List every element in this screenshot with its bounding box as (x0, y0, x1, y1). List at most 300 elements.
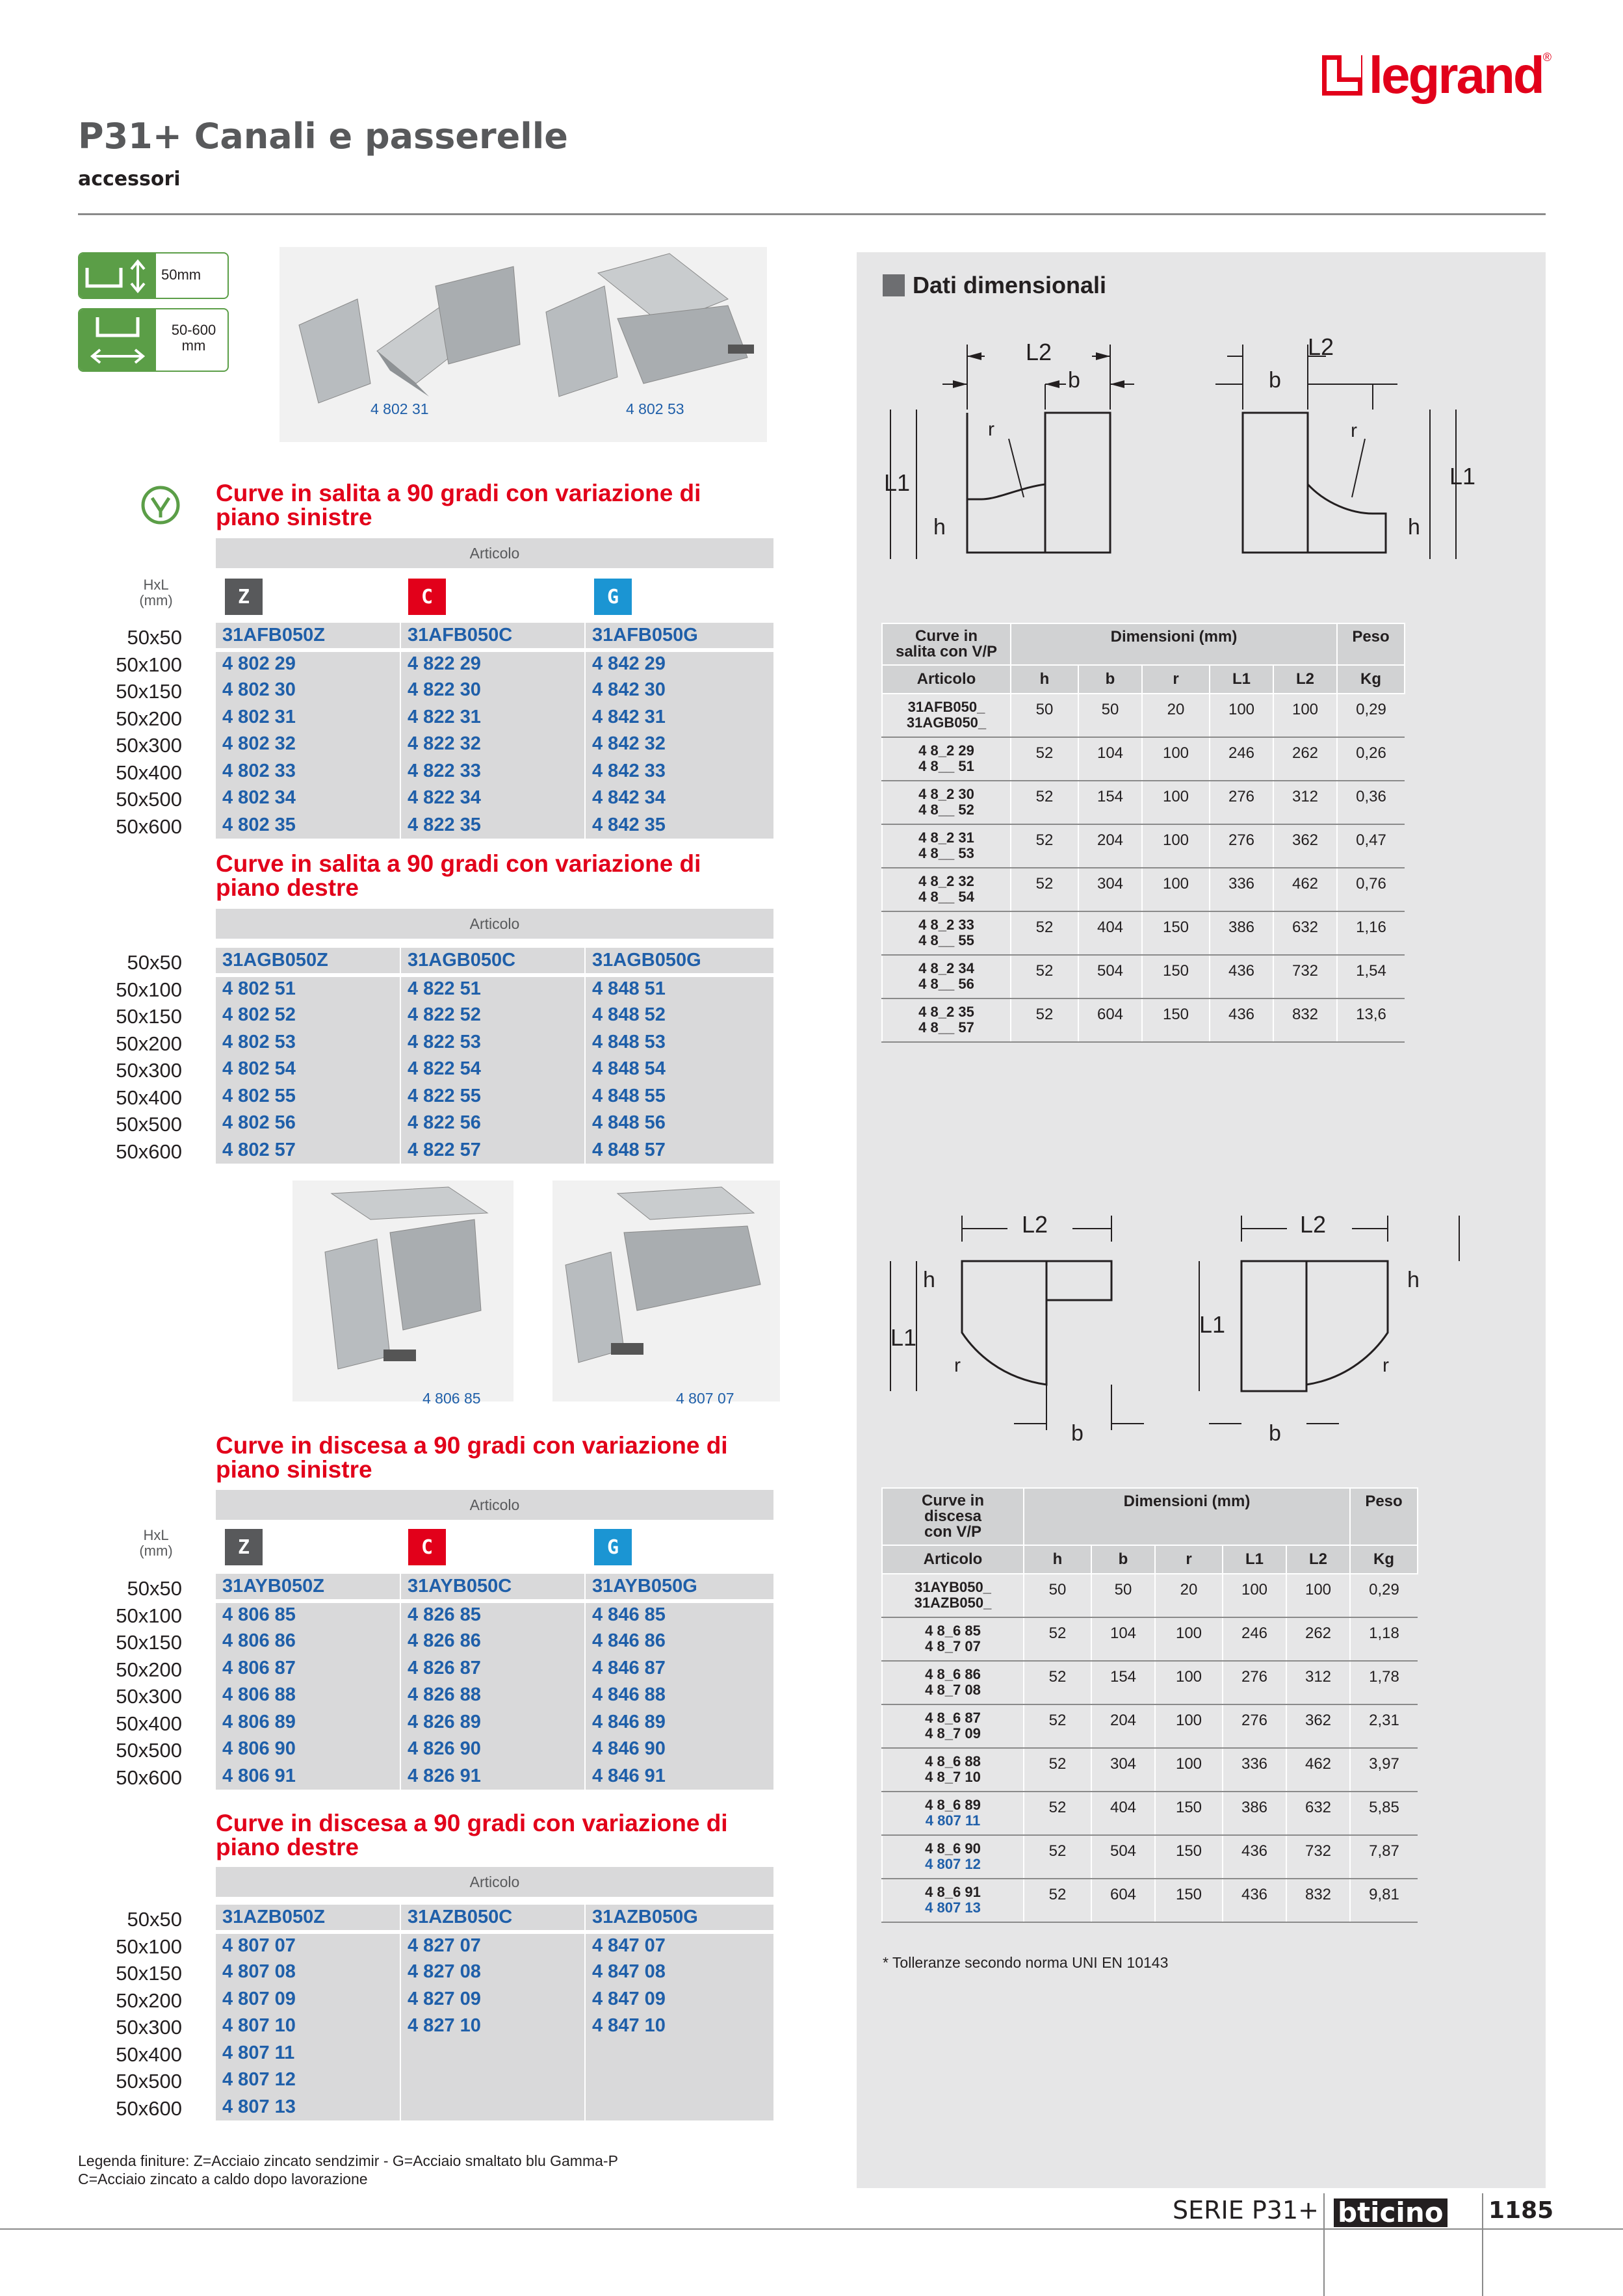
product-code: 4 802 32 (216, 731, 400, 758)
product-code: 4 842 30 (585, 677, 773, 704)
dimension-value: 732 (1273, 955, 1337, 998)
dimension-value: 0,36 (1337, 781, 1405, 824)
dimension-value: 50 (1091, 1574, 1155, 1617)
photo-caption: 4 807 07 (676, 1390, 734, 1407)
dim-label: L1 (884, 469, 911, 496)
panel-title: Dati dimensionali (913, 272, 1107, 298)
product-code: 4 802 33 (216, 758, 400, 785)
dimension-value: 462 (1273, 868, 1337, 911)
table-row (216, 650, 773, 677)
product-code: 4 802 55 (216, 1083, 400, 1110)
dimension-value: 2,31 (1350, 1704, 1418, 1748)
dimension-value: 732 (1286, 1835, 1350, 1879)
product-code: 4 802 57 (216, 1137, 400, 1164)
table-row (216, 758, 773, 785)
footer-vline (1482, 2193, 1483, 2296)
product-code: 31AGB050Z (216, 948, 400, 975)
column-header: Curve in salita con V/P (882, 623, 1011, 665)
dim-label: L2 (1022, 1211, 1048, 1238)
product-code: 4 827 10 (400, 2013, 585, 2040)
table-row (216, 1655, 773, 1682)
product-photo-480685 (292, 1181, 513, 1402)
dimension-table-salita (881, 623, 1405, 1043)
dimension-value: 52 (1011, 781, 1078, 824)
size-value: 50x600 (116, 2096, 182, 2120)
dimension-value: 1,78 (1350, 1661, 1418, 1704)
photo-caption: 4 802 31 (370, 400, 429, 417)
product-code: 4 846 87 (585, 1655, 773, 1682)
product-code: 4 802 52 (216, 1002, 400, 1029)
dimension-value: 150 (1142, 998, 1210, 1042)
product-code: 4 842 35 (585, 812, 773, 839)
bticino-logo: bticino (1334, 2198, 1448, 2227)
table-row (216, 975, 773, 1002)
table-row (216, 1763, 773, 1790)
dim-label: b (1068, 368, 1080, 393)
product-code (400, 2067, 585, 2094)
product-code: 31AYB050C (400, 1574, 585, 1601)
size-value: 50x300 (116, 734, 182, 757)
dimension-value: 386 (1223, 1792, 1286, 1835)
column-header: Peso (1350, 1488, 1418, 1545)
dimension-value: 100 (1142, 824, 1210, 868)
product-code: 31AYB050Z (216, 1574, 400, 1601)
articolo-bar: Articolo (216, 909, 773, 939)
dimension-value: 436 (1210, 998, 1273, 1042)
product-code: 4 848 52 (585, 1002, 773, 1029)
product-code: 4 822 34 (400, 785, 585, 812)
product-code: 4 806 85 (216, 1601, 400, 1628)
dimension-value: 100 (1155, 1661, 1223, 1704)
product-code: 4 846 85 (585, 1601, 773, 1628)
dimension-value: 154 (1078, 781, 1142, 824)
column-header: h (1024, 1545, 1091, 1574)
finish-c-badge: C (408, 579, 446, 615)
dimension-value: 204 (1091, 1704, 1155, 1748)
table-row (216, 623, 773, 650)
product-code: 4 822 35 (400, 812, 585, 839)
table-row (216, 1601, 773, 1628)
product-code: 4 827 09 (400, 1986, 585, 2013)
dimension-value: 52 (1011, 868, 1078, 911)
panel-title-square-icon (883, 274, 905, 296)
dimension-value: 0,76 (1337, 868, 1405, 911)
product-code: 4 802 31 (216, 704, 400, 731)
size-value: 50x300 (116, 1059, 182, 1082)
dim-label: h (1408, 515, 1420, 540)
size-value: 50x50 (127, 1908, 182, 1931)
dimension-value: 604 (1078, 998, 1142, 1042)
product-code: 4 807 12 (216, 2067, 400, 2094)
dimension-table-discesa (881, 1487, 1418, 1923)
size-value: 50x50 (127, 1577, 182, 1600)
dimension-value: 204 (1078, 824, 1142, 868)
dimension-value: 52 (1024, 1792, 1091, 1835)
dimension-value: 52 (1024, 1879, 1091, 1922)
table-row (882, 1704, 1418, 1748)
column-header: Dimensioni (mm) (1024, 1488, 1350, 1545)
table-row (216, 1628, 773, 1655)
size-value: 50x150 (116, 1962, 182, 1985)
article-cell: 4 8_2 29 4 8__ 51 (882, 737, 1011, 781)
finish-z-badge: Z (225, 579, 263, 615)
table-row (216, 1682, 773, 1709)
finish-g-badge: G (594, 1529, 632, 1565)
dimension-value: 0,47 (1337, 824, 1405, 868)
size-value: 50x200 (116, 1989, 182, 2012)
dimension-value: 1,16 (1337, 911, 1405, 955)
product-code: 4 822 31 (400, 704, 585, 731)
product-code: 4 807 10 (216, 2013, 400, 2040)
size-value: 50x100 (116, 978, 182, 1001)
product-code: 4 847 07 (585, 1932, 773, 1959)
product-code: 31AFB050Z (216, 623, 400, 650)
size-value: 50x500 (116, 1739, 182, 1762)
product-code: 4 802 35 (216, 812, 400, 839)
table-row (882, 1661, 1418, 1704)
table-header (882, 1488, 1418, 1545)
product-code: 4 826 88 (400, 1682, 585, 1709)
table-row (216, 1986, 773, 2013)
header-divider (78, 213, 1546, 215)
table-row (882, 694, 1405, 737)
articolo-bar: Articolo (216, 1867, 773, 1897)
size-value: 50x300 (116, 2016, 182, 2039)
height-value: 50mm (161, 267, 201, 283)
size-value: 50x600 (116, 1766, 182, 1789)
table-header (882, 623, 1405, 665)
dim-label: L1 (890, 1324, 917, 1351)
dim-label: r (954, 1355, 961, 1376)
product-code: 4 846 90 (585, 1736, 773, 1763)
dimension-value: 3,97 (1350, 1748, 1418, 1792)
dimension-value: 20 (1155, 1574, 1223, 1617)
product-code: 4 807 09 (216, 1986, 400, 2013)
brand-name: legrand (1368, 46, 1543, 104)
dimension-value: 0,26 (1337, 737, 1405, 781)
dim-label: L1 (1449, 463, 1476, 489)
table-row (882, 781, 1405, 824)
column-header: L1 (1223, 1545, 1286, 1574)
dimension-value: 50 (1078, 694, 1142, 737)
size-value: 50x100 (116, 653, 182, 676)
table-row (216, 1083, 773, 1110)
table-row (882, 1792, 1418, 1835)
product-code: 4 842 29 (585, 650, 773, 677)
product-code: 4 826 85 (400, 1601, 585, 1628)
dimension-value: 336 (1210, 868, 1273, 911)
dim-label: L2 (1026, 339, 1052, 365)
product-code: 4 842 31 (585, 704, 773, 731)
product-code: 4 822 33 (400, 758, 585, 785)
column-header: Kg (1337, 665, 1405, 694)
article-cell: 4 8_2 30 4 8__ 52 (882, 781, 1011, 824)
dimension-value: 1,54 (1337, 955, 1405, 998)
table-row (882, 737, 1405, 781)
product-code: 4 826 86 (400, 1628, 585, 1655)
size-value: 50x500 (116, 2070, 182, 2093)
dimension-value: 52 (1011, 911, 1078, 955)
dimension-value: 604 (1091, 1879, 1155, 1922)
table-row (216, 948, 773, 975)
brand-reg: ® (1542, 51, 1552, 64)
product-code: 4 806 86 (216, 1628, 400, 1655)
dim-label: b (1269, 368, 1281, 393)
dimension-value: 52 (1011, 824, 1078, 868)
dimension-value: 362 (1286, 1704, 1350, 1748)
product-table-2 (216, 948, 773, 1164)
product-code: 31AZB050G (585, 1905, 773, 1932)
width-value: 50-600 mm (171, 322, 216, 354)
dimension-value: 386 (1210, 911, 1273, 955)
dim-label: L2 (1308, 333, 1334, 360)
product-code: 4 846 89 (585, 1709, 773, 1736)
product-code: 4 802 34 (216, 785, 400, 812)
dimension-value: 100 (1142, 737, 1210, 781)
dim-label: h (1407, 1268, 1420, 1292)
dimension-value: 632 (1273, 911, 1337, 955)
article-cell: 4 8_6 85 4 8_7 07 (882, 1617, 1024, 1661)
width-badge (78, 308, 229, 372)
table-row (216, 1932, 773, 1959)
product-code: 4 806 90 (216, 1736, 400, 1763)
product-code: 31AGB050G (585, 948, 773, 975)
dim-label: r (1351, 420, 1357, 441)
product-code: 4 807 07 (216, 1932, 400, 1959)
table-row (882, 911, 1405, 955)
product-code: 4 822 54 (400, 1056, 585, 1083)
section2-title: Curve in salita a 90 gradi con variazione di piano destre (216, 850, 701, 901)
dimension-value: 276 (1223, 1661, 1286, 1704)
article-cell: 4 8_2 32 4 8__ 54 (882, 868, 1011, 911)
dimension-value: 404 (1078, 911, 1142, 955)
column-header: L1 (1210, 665, 1273, 694)
table-row (882, 955, 1405, 998)
dimension-value: 100 (1210, 694, 1273, 737)
product-code: 4 826 90 (400, 1736, 585, 1763)
product-code: 4 822 51 (400, 975, 585, 1002)
dimension-value: 20 (1142, 694, 1210, 737)
product-code: 4 822 55 (400, 1083, 585, 1110)
product-code: 31AYB050G (585, 1574, 773, 1601)
table-row (216, 812, 773, 839)
dimension-value: 0,29 (1350, 1574, 1418, 1617)
dimension-value: 150 (1142, 955, 1210, 998)
finish-g-badge: G (594, 579, 632, 615)
table-row (216, 1002, 773, 1029)
dim-label: b (1071, 1421, 1084, 1446)
table-row (216, 677, 773, 704)
dimension-value: 52 (1024, 1617, 1091, 1661)
dimension-value: 632 (1286, 1792, 1350, 1835)
dimension-value: 276 (1223, 1704, 1286, 1748)
page-subtitle: accessori (78, 168, 181, 190)
size-list (104, 1575, 182, 1791)
size-value: 50x150 (116, 1005, 182, 1028)
finish-z-badge: Z (225, 1529, 263, 1565)
product-code: 4 848 53 (585, 1029, 773, 1056)
table-row (882, 1617, 1418, 1661)
table-row (216, 731, 773, 758)
product-code: 4 848 55 (585, 1083, 773, 1110)
dimension-value: 5,85 (1350, 1792, 1418, 1835)
dimension-value: 100 (1223, 1574, 1286, 1617)
column-header: Curve in discesa con V/P (882, 1488, 1024, 1545)
column-header: r (1155, 1545, 1223, 1574)
column-header: b (1078, 665, 1142, 694)
dimension-value: 504 (1078, 955, 1142, 998)
product-code (585, 2040, 773, 2067)
product-code: 31AZB050C (400, 1905, 585, 1932)
product-code: 4 806 89 (216, 1709, 400, 1736)
product-code (400, 2040, 585, 2067)
dimension-value: 13,6 (1337, 998, 1405, 1042)
table-row (216, 1137, 773, 1164)
product-code: 4 807 11 (216, 2040, 400, 2067)
dimension-value: 150 (1142, 911, 1210, 955)
dimension-value: 52 (1024, 1748, 1091, 1792)
dimension-value: 100 (1286, 1574, 1350, 1617)
footer-vline (1323, 2193, 1325, 2296)
diagram-salita (871, 325, 1521, 572)
dimension-value: 52 (1011, 955, 1078, 998)
diagram-discesa (871, 1203, 1521, 1450)
dimension-value: 304 (1078, 868, 1142, 911)
product-code: 4 802 54 (216, 1056, 400, 1083)
dimension-value: 832 (1273, 998, 1337, 1042)
size-value: 50x500 (116, 788, 182, 811)
dimension-value: 150 (1155, 1835, 1223, 1879)
product-code: 4 848 54 (585, 1056, 773, 1083)
dimension-value: 1,18 (1350, 1617, 1418, 1661)
dim-label: h (933, 515, 946, 540)
size-value: 50x500 (116, 1113, 182, 1136)
footnote: * Tolleranze secondo norma UNI EN 10143 (883, 1954, 1169, 1971)
section3-title: Curve in discesa a 90 gradi con variazione di piano sinistre (216, 1432, 728, 1483)
product-code: 4 806 88 (216, 1682, 400, 1709)
size-value: 50x600 (116, 815, 182, 838)
table-row (216, 2094, 773, 2121)
size-value: 50x200 (116, 707, 182, 730)
hxl-label: HxL (mm) (139, 577, 173, 608)
product-code: 4 826 87 (400, 1655, 585, 1682)
dimension-value: 100 (1142, 868, 1210, 911)
product-table-4 (216, 1905, 773, 2120)
size-list (104, 949, 182, 1165)
product-code: 4 806 91 (216, 1763, 400, 1790)
product-code: 31AFB050C (400, 623, 585, 650)
dimension-value: 262 (1286, 1617, 1350, 1661)
product-code (585, 2067, 773, 2094)
product-code: 4 827 08 (400, 1959, 585, 1986)
dimension-value: 52 (1011, 998, 1078, 1042)
dimension-value: 312 (1286, 1661, 1350, 1704)
table-row (882, 824, 1405, 868)
product-code: 4 806 87 (216, 1655, 400, 1682)
size-value: 50x400 (116, 1086, 182, 1109)
dim-label: L1 (1199, 1311, 1226, 1338)
product-code: 4 807 08 (216, 1959, 400, 1986)
page-title: P31+ Canali e passerelle (78, 116, 568, 157)
dimension-value: 52 (1024, 1704, 1091, 1748)
size-value: 50x150 (116, 680, 182, 703)
article-cell: 31AYB050_ 31AZB050_ (882, 1574, 1024, 1617)
hxl-label: HxL (mm) (139, 1527, 173, 1559)
product-table-1 (216, 623, 773, 839)
table-row (216, 704, 773, 731)
column-header: Peso (1337, 623, 1405, 665)
table-row (882, 998, 1405, 1042)
product-code: 31AZB050Z (216, 1905, 400, 1932)
dim-label: h (923, 1268, 935, 1292)
article-cell: 4 8_2 33 4 8__ 55 (882, 911, 1011, 955)
product-code: 4 848 56 (585, 1110, 773, 1137)
dim-label: b (1269, 1421, 1281, 1446)
dimension-value: 100 (1155, 1704, 1223, 1748)
column-header: Kg (1350, 1545, 1418, 1574)
product-code: 4 847 08 (585, 1959, 773, 1986)
table-row (216, 2040, 773, 2067)
size-value: 50x400 (116, 1712, 182, 1735)
certification-icon (140, 485, 181, 525)
dimension-value: 0,29 (1337, 694, 1405, 737)
product-code: 4 802 51 (216, 975, 400, 1002)
table-row (216, 785, 773, 812)
height-icon (79, 254, 156, 298)
dimension-value: 246 (1210, 737, 1273, 781)
column-header: b (1091, 1545, 1155, 1574)
finish-c-badge: C (408, 1529, 446, 1565)
product-code: 4 807 13 (216, 2094, 400, 2121)
articolo-bar: Articolo (216, 1490, 773, 1520)
dim-label: r (988, 419, 994, 440)
product-code: 4 822 30 (400, 677, 585, 704)
size-value: 50x200 (116, 1032, 182, 1055)
width-icon (79, 309, 156, 371)
product-code: 4 827 07 (400, 1932, 585, 1959)
size-value: 50x300 (116, 1685, 182, 1708)
table-row (216, 1574, 773, 1601)
column-header: L2 (1273, 665, 1337, 694)
dimension-value: 100 (1155, 1748, 1223, 1792)
article-cell: 4 8_6 86 4 8_7 08 (882, 1661, 1024, 1704)
product-code: 4 822 29 (400, 650, 585, 677)
dimension-value: 436 (1223, 1835, 1286, 1879)
dimension-value: 304 (1091, 1748, 1155, 1792)
size-value: 50x100 (116, 1935, 182, 1958)
size-value: 50x50 (127, 626, 182, 649)
legrand-logo (1322, 46, 1552, 105)
product-code: 31AFB050G (585, 623, 773, 650)
table-row (216, 1056, 773, 1083)
dimension-value: 50 (1011, 694, 1078, 737)
section4-title: Curve in discesa a 90 gradi con variazione di piano destre (216, 1810, 728, 1860)
dimension-value: 52 (1024, 1835, 1091, 1879)
table-header (882, 1545, 1418, 1574)
dimension-value: 104 (1091, 1617, 1155, 1661)
column-header: Articolo (882, 665, 1011, 694)
photo-caption: 4 806 85 (422, 1390, 481, 1407)
table-header (882, 665, 1405, 694)
product-code: 4 826 89 (400, 1709, 585, 1736)
table-row (882, 1835, 1418, 1879)
dimension-value: 276 (1210, 824, 1273, 868)
series-label: SERIE P31+ (1173, 2196, 1319, 2224)
table-row (216, 1959, 773, 1986)
product-code: 4 822 52 (400, 1002, 585, 1029)
product-code: 4 802 56 (216, 1110, 400, 1137)
column-header: r (1142, 665, 1210, 694)
